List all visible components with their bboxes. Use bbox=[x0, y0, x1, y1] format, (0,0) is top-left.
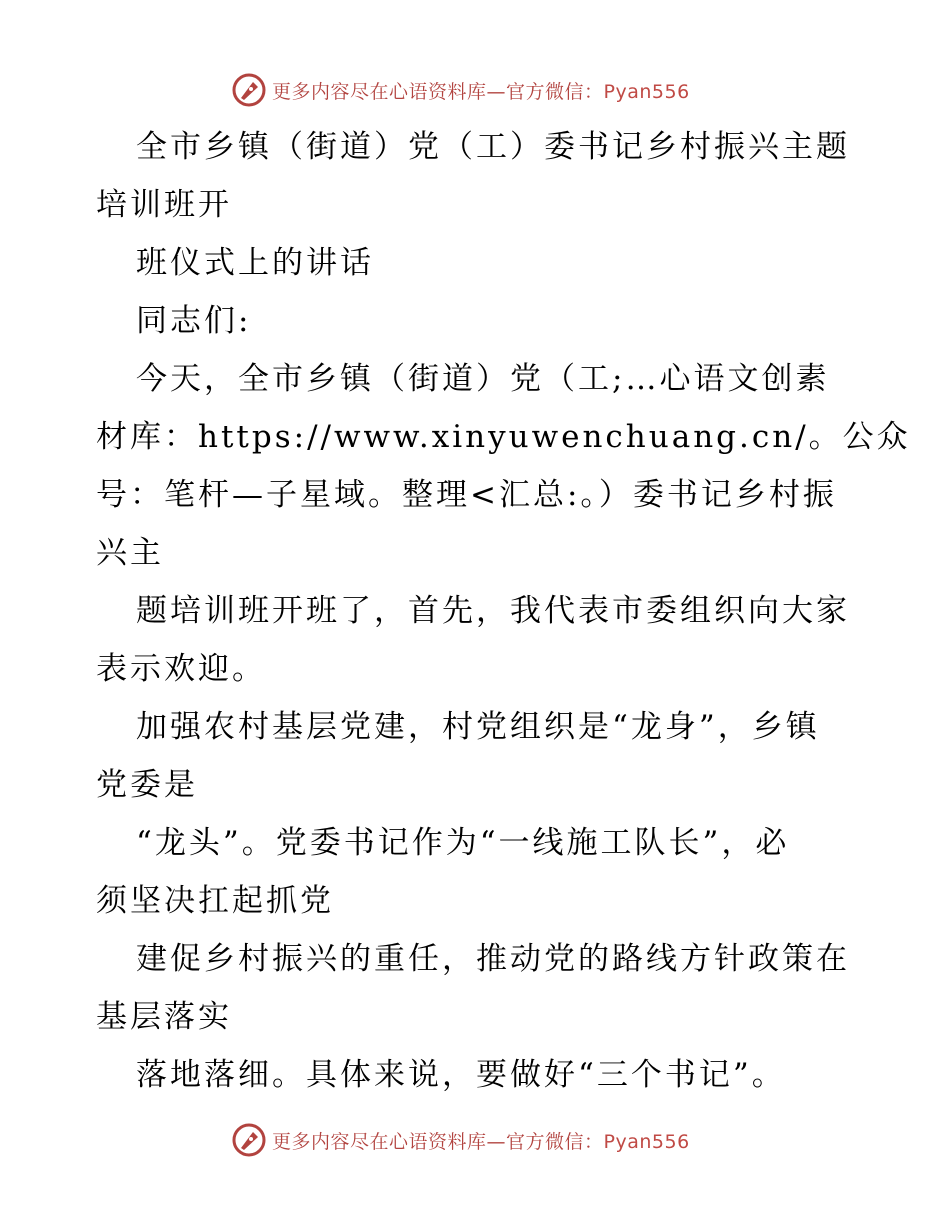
paragraph-line: 号：笔杆—子星域。整理<汇总:。）委书记乡村振 bbox=[96, 477, 837, 513]
paragraph-line: 今天，全市乡镇（街道）党（工;…心语文创素 bbox=[136, 361, 830, 397]
header-banner-text: 更多内容尽在心语资料库—官方微信：Pyan556 bbox=[272, 80, 690, 103]
footer-watermark bbox=[232, 1122, 712, 1158]
title-line-3: 班仪式上的讲话 bbox=[136, 245, 374, 281]
footer-banner-text: 更多内容尽在心语资料库—官方微信：Pyan556 bbox=[272, 1130, 690, 1153]
paragraph-line: 党委是 bbox=[96, 767, 198, 803]
paragraph-line: “龙头”。党委书记作为“一线施工队长”，必 bbox=[136, 825, 790, 861]
paragraph-line: 表示欢迎。 bbox=[96, 651, 266, 687]
pen-nib-logo-icon bbox=[232, 73, 266, 107]
salutation: 同志们: bbox=[136, 303, 252, 339]
pen-nib-logo-icon bbox=[232, 1123, 266, 1157]
paragraph-line: 建促乡村振兴的重任，推动党的路线方针政策在 bbox=[136, 941, 850, 977]
paragraph-line: 材库：https://www.xinyuwenchuang.cn/。公众 bbox=[96, 419, 911, 455]
paragraph-line: 基层落实 bbox=[96, 999, 232, 1035]
paragraph-line: 须坚决扛起抓党 bbox=[96, 883, 334, 919]
paragraph-line: 题培训班开班了，首先，我代表市委组织向大家 bbox=[136, 593, 850, 629]
document-body bbox=[96, 118, 911, 1104]
title-line-1: 全市乡镇（街道）党（工）委书记乡村振兴主题 bbox=[136, 129, 850, 165]
header-watermark bbox=[232, 72, 712, 108]
title-line-2: 培训班开 bbox=[96, 187, 232, 223]
paragraph-line: 兴主 bbox=[96, 535, 164, 571]
paragraph-line: 落地落细。具体来说，要做好“三个书记”。 bbox=[136, 1057, 786, 1093]
paragraph-line: 加强农村基层党建，村党组织是“龙身”，乡镇 bbox=[136, 709, 820, 745]
